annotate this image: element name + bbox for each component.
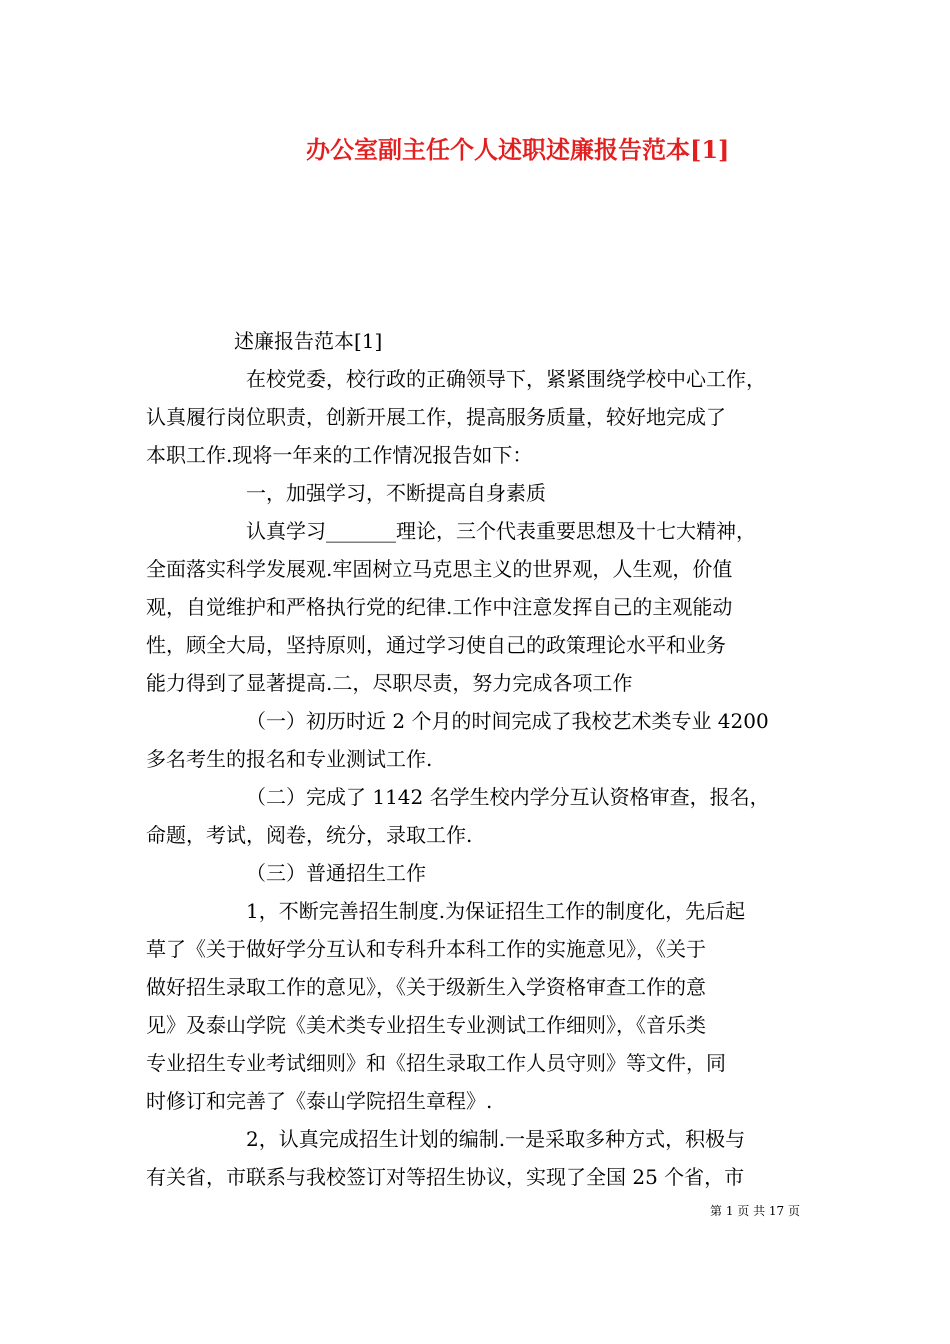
document-title: 办公室副主任个人述职述廉报告范本[1] [306,135,730,164]
text-line: 能力得到了显著提高.二，尽职尽责，努力完成各项工作 [146,671,633,695]
text-line: 做好招生录取工作的意见》，《关于级新生入学资格审查工作的意 [146,975,706,999]
text-line: 性，顾全大局，坚持原则，通过学习使自己的政策理论水平和业务 [146,633,726,657]
text-line: 有关省，市联系与我校签订对等招生协议，实现了全国 25 个省，市 [146,1165,745,1189]
text-line: 全面落实科学发展观.牢固树立马克思主义的世界观，人生观，价值 [146,557,733,581]
text-line: 一，加强学习，不断提高自身素质 [246,481,546,505]
text-line: （一）初历时近 2 个月的时间完成了我校艺术类专业 4200 [246,709,769,733]
text-line: 本职工作.现将一年来的工作情况报告如下： [146,443,533,467]
document-body [146,322,810,1196]
text-line: 述廉报告范本[1] [234,329,383,353]
text-line: （二）完成了 1142 名学生校内学分互认资格审查，报名， [246,785,770,809]
text-line: 专业招生专业考试细则》和《招生录取工作人员守则》等文件，同 [146,1051,726,1075]
text-line: 认真履行岗位职责，创新开展工作，提高服务质量，较好地完成了 [146,405,726,429]
text-line: 多名考生的报名和专业测试工作. [146,747,433,771]
text-line: 观，自觉维护和严格执行党的纪律.工作中注意发挥自己的主观能动 [146,595,733,619]
text-line: 1，不断完善招生制度.为保证招生工作的制度化，先后起 [246,899,746,923]
text-line: 见》及泰山学院《美术类专业招生专业测试工作细则》，《音乐类 [146,1013,706,1037]
text-line: （三）普通招生工作 [246,861,426,885]
text-line: 命题，考试，阅卷，统分，录取工作. [146,823,473,847]
text-line: 草了《关于做好学分互认和专科升本科工作的实施意见》，《关于 [146,937,706,961]
text-line: 认真学习_______理论，三个代表重要思想及十七大精神， [246,519,756,543]
text-line: 2，认真完成招生计划的编制.一是采取多种方式，积极与 [246,1127,746,1151]
text-line: 在校党委，校行政的正确领导下，紧紧围绕学校中心工作， [246,367,766,391]
text-line: 时修订和完善了《泰山学院招生章程》. [146,1089,493,1113]
page-footer: 第 1 页 共 17 页 [710,1204,800,1218]
